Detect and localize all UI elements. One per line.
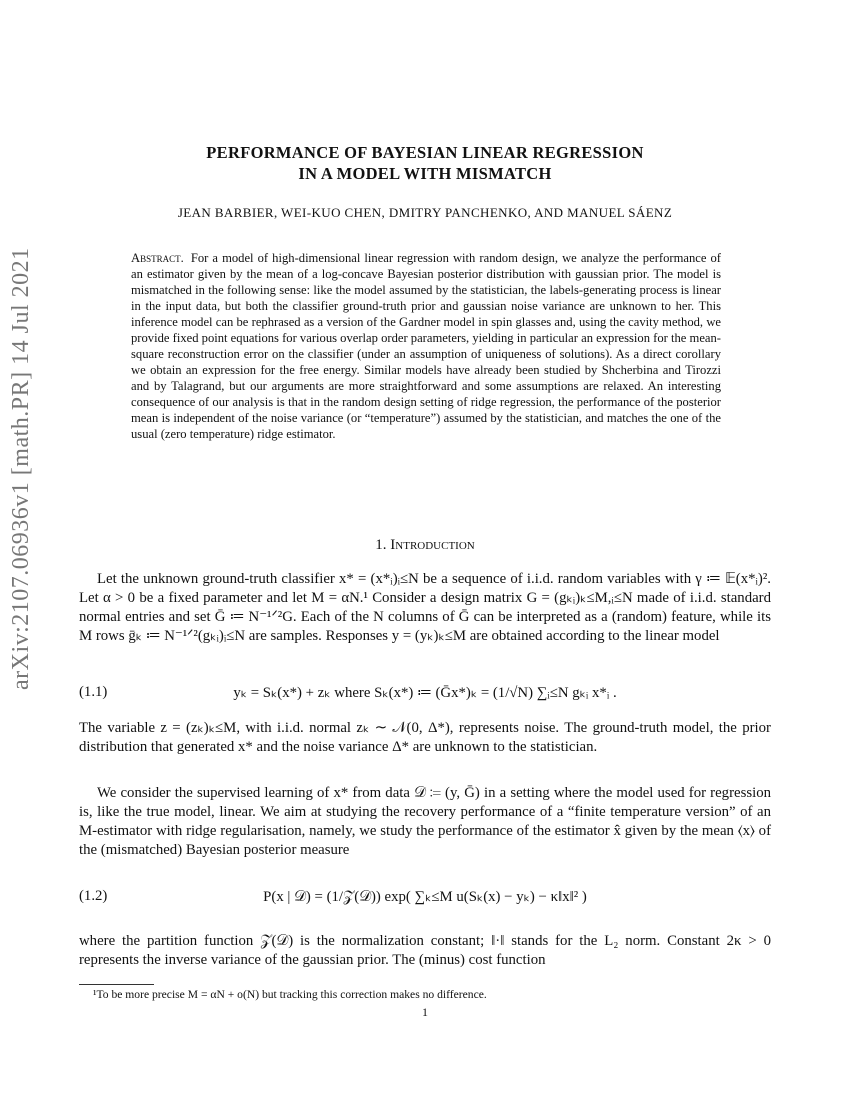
equation-body: P(x | 𝒟) = (1/𝒵(𝒟)) exp( ∑ₖ≤M u(Sₖ(x) − yₖ) − κ‖x‖² )	[263, 889, 587, 905]
equation-body: yₖ = Sₖ(x*) + zₖ where Sₖ(x*) ≔ (Ḡx*)ₖ = (1/√N) ∑ᵢ≤N gₖᵢ x*ᵢ .	[233, 685, 617, 701]
page-number: 1	[422, 1005, 428, 1019]
footnote: ¹To be more precise M = αN + o(N) but tracking this correction makes no difference.	[93, 988, 487, 1001]
paragraph-4: where the partition function 𝒵(𝒟) is the normalization constant; ‖·‖ stands for the L₂ norm. Constant 2κ > 0 represents the inverse variance of the gaussian prior. The (minus) cost function	[79, 933, 771, 968]
equation-number: (1.1)	[79, 684, 108, 700]
paragraph-1: Let the unknown ground-truth classifier x* = (x*ᵢ)ᵢ≤N be a sequence of i.i.d. random variables with γ ≔ 𝔼(x*ᵢ)². Let α > 0 be a fixed parameter and let M = αN.¹ Consider a design matrix G = (gₖᵢ)ₖ≤M,ᵢ≤N made of i.i.d. standard normal entries and set Ḡ ≔ N⁻¹ᐟ²G. Each of the N columns of Ḡ can be interpreted as a (random) feature, while its M rows ḡₖ ≔ N⁻¹ᐟ²(gₖᵢ)ᵢ≤N are samples. Responses y = (yₖ)ₖ≤M are obtained according to the linear model	[79, 571, 771, 644]
title-line-2: IN A MODEL WITH MISMATCH	[298, 164, 552, 183]
abstract-label: Abstract.	[131, 251, 184, 265]
footnote-divider	[79, 984, 154, 985]
authors: JEAN BARBIER, WEI-KUO CHEN, DMITRY PANCHENKO, AND MANUEL SÁENZ	[177, 205, 673, 220]
paper-title	[125, 142, 725, 184]
paragraph-3: We consider the supervised learning of x* from data 𝒟 ≔ (y, Ḡ) in a setting where the model used for regression is, like the true model, linear. We aim at studying the recovery performance of a “finite temperature version” of an M-estimator with ridge regularisation, namely, we study the performance of the estimator x̂ given by the mean ⟨x⟩ of the (mismatched) Bayesian posterior measure	[79, 785, 771, 858]
title-line-1: PERFORMANCE OF BAYESIAN LINEAR REGRESSION	[206, 143, 644, 162]
abstract-text: For a model of high-dimensional linear regression with random design, we analyze the performance of an estimator given by the mean of a log-concave Bayesian posterior distribution with gaussian prior. The model is mismatched in the following sense: like the model assumed by the statistician, the labels-generating process is linear in the input data, but both the classifier ground-truth prior and gaussian noise variance are unknown to her. This inference model can be rephrased as a version of the Gardner model in spin glasses and, using the cavity method, we provide fixed point equations for various overlap order parameters, yielding in particular an expression for the mean-square reconstruction error on the classifier (under an assumption of uniqueness of solutions). As a direct corollary we obtain an expression for the free energy. Similar models have already been studied by Shcherbina and Tirozzi and by Talagrand, but our arguments are more straightforward and some assumptions are relaxed. An interesting consequence of our analysis is that in the random design setting of ridge regression, the performance of the posterior mean is independent of the noise variance (or “temperature”) assumed by the statistician, and matches the one of the usual (zero temperature) ridge estimator.	[131, 251, 721, 441]
paragraph-2: The variable z = (zₖ)ₖ≤M, with i.i.d. normal zₖ ∼ 𝒩(0, Δ*), represents noise. The ground-truth model, the prior distribution that generated x* and the noise variance Δ* are unknown to the statistician.	[79, 720, 771, 755]
abstract	[131, 250, 721, 442]
arxiv-identifier: arXiv:2107.06936v1 [math.PR] 14 Jul 2021	[8, 247, 34, 690]
section-heading: 1. Introduction	[375, 537, 475, 553]
equation-number: (1.2)	[79, 888, 108, 904]
